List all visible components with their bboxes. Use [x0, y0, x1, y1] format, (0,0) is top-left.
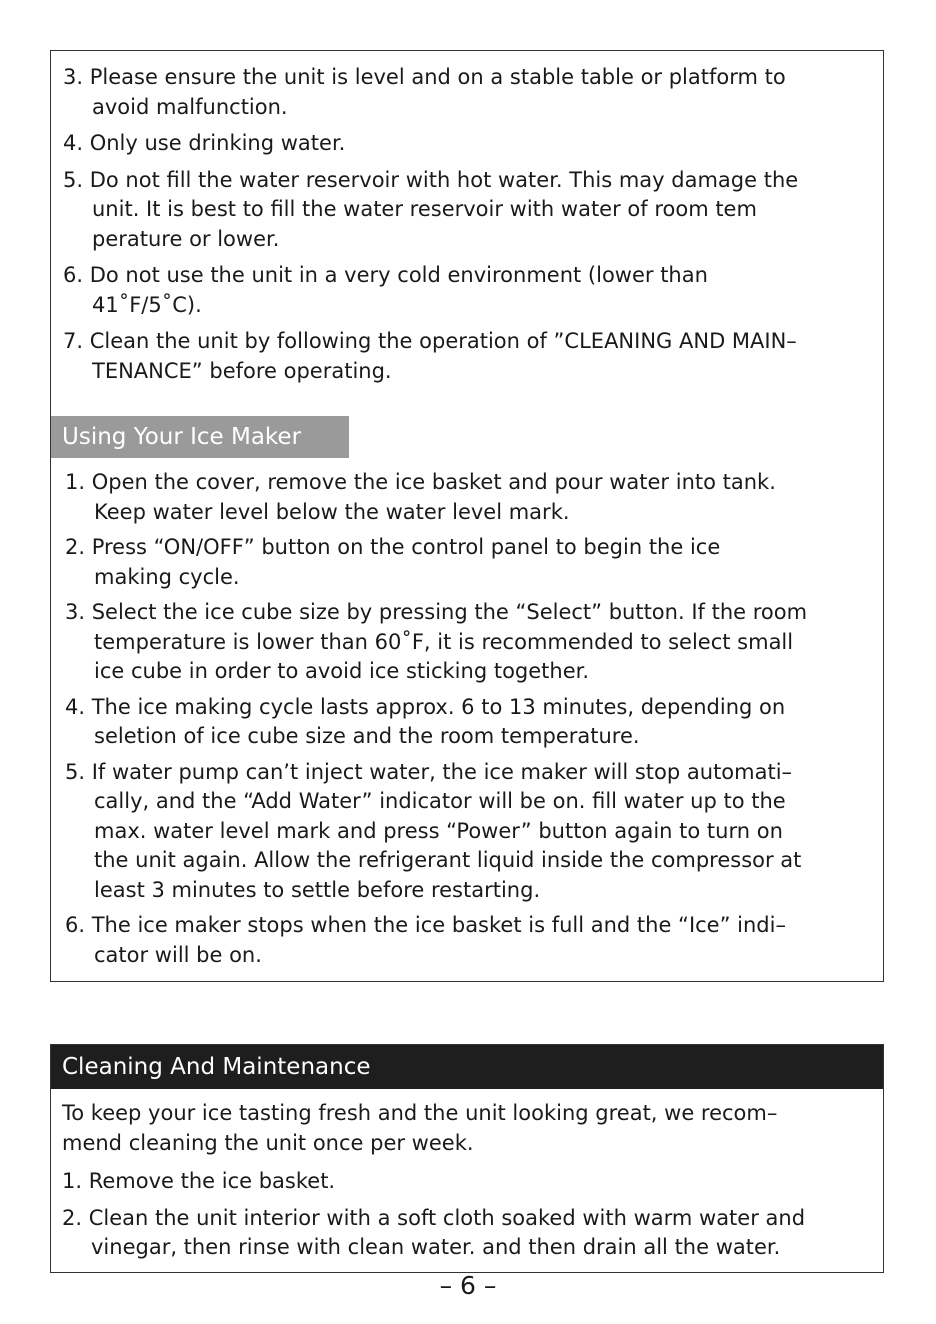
list-item-line: 6. The ice maker stops when the ice basket is full and the “Ice” indi–: [65, 913, 786, 937]
list-item-line: cator will be on.: [94, 942, 262, 967]
list-item: [62, 1204, 877, 1263]
list-item-line: 1. Remove the ice basket.: [62, 1169, 336, 1193]
list-item: [62, 1167, 877, 1197]
list-item: [63, 327, 878, 386]
list-item-line: vinegar, then rinse with clean water. and then drain all the water.: [91, 1235, 781, 1259]
list-item-line: perature or lower.: [92, 226, 280, 251]
list-item-line: Keep water level below the water level mark.: [94, 499, 570, 524]
list-item: [65, 598, 880, 687]
list-item: [63, 63, 878, 122]
precautions-list: [63, 63, 878, 386]
list-item-line: ice cube in order to avoid ice sticking together.: [94, 659, 590, 683]
list-item: [65, 758, 880, 906]
list-item-line: 2. Clean the unit interior with a soft cloth soaked with warm water and: [62, 1205, 806, 1230]
cleaning-intro: [62, 1099, 877, 1158]
list-item-line: cally, and the “Add Water” indicator will be on. fill water up to the: [94, 789, 786, 813]
list-item-line: 5. Do not fill the water reservoir with hot water. This may damage the: [63, 167, 799, 192]
list-item-line: max. water level mark and press “Power” button again to turn on: [94, 818, 783, 843]
cleaning-section-header: Cleaning And Maintenance: [51, 1045, 883, 1089]
list-item-line: 1. Open the cover, remove the ice basket and pour water into tank.: [65, 470, 776, 494]
list-item-line: the unit again. Allow the refrigerant liquid inside the compressor at: [94, 848, 802, 872]
intro-line: mend cleaning the unit once per week.: [62, 1130, 474, 1155]
list-item-line: 4. Only use drinking water.: [63, 131, 346, 155]
list-item: [63, 129, 878, 159]
list-item: [65, 533, 880, 592]
list-item-line: seletion of ice cube size and the room temperature.: [94, 724, 640, 748]
cleaning-steps-list: [62, 1167, 877, 1263]
list-item-line: TENANCE” before operating.: [92, 358, 392, 383]
using-section-header: Using Your Ice Maker: [51, 416, 349, 458]
list-item-line: 4. The ice making cycle lasts approx. 6 to 13 minutes, depending on: [65, 694, 786, 719]
list-item: [65, 468, 880, 527]
list-item-line: making cycle.: [94, 564, 240, 589]
list-item: [63, 166, 878, 255]
list-item-line: 41˚F/5˚C).: [92, 292, 202, 317]
intro-paragraph: [62, 1099, 877, 1158]
using-steps-list: [65, 468, 880, 970]
list-item-line: avoid malfunction.: [92, 94, 288, 119]
list-item: [65, 911, 880, 970]
list-item-line: 5. If water pump can’t inject water, the ice maker will stop automati–: [65, 759, 793, 784]
intro-line: To keep your ice tasting fresh and the unit looking great, we recom–: [62, 1101, 778, 1125]
page-number: – 6 –: [439, 1271, 497, 1300]
list-item-line: temperature is lower than 60˚F, it is recommended to select small: [94, 629, 794, 654]
list-item-line: 7. Clean the unit by following the operation of ”CLEANING AND MAIN–: [63, 329, 797, 353]
list-item-line: 3. Select the ice cube size by pressing the “Select” button. If the room: [65, 600, 808, 624]
list-item-line: 6. Do not use the unit in a very cold environment (lower than: [63, 263, 708, 287]
list-item-line: unit. It is best to fill the water reservoir with water of room tem: [92, 197, 757, 221]
list-item: [63, 261, 878, 320]
list-item: [65, 693, 880, 752]
list-item-line: least 3 minutes to settle before restarting.: [94, 877, 541, 902]
list-item-line: 3. Please ensure the unit is level and on a stable table or platform to: [63, 65, 786, 89]
list-item-line: 2. Press “ON/OFF” button on the control panel to begin the ice: [65, 535, 721, 559]
